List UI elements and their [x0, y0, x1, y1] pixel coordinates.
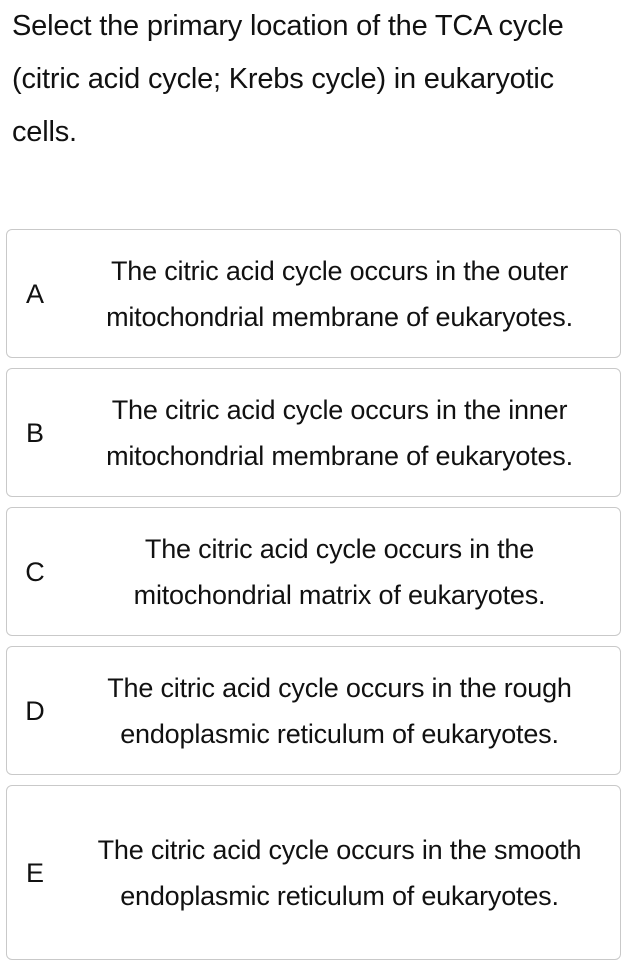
option-text: The citric acid cycle occurs in the mitochondrial matrix of eukaryotes. — [133, 533, 546, 610]
option-letter: D — [25, 695, 45, 726]
option-b[interactable] — [6, 368, 621, 497]
option-text: The citric acid cycle occurs in the rough endoplasmic reticulum of eukaryotes. — [107, 672, 572, 749]
option-letter: A — [25, 278, 44, 309]
answer-options — [6, 229, 621, 970]
option-text: The citric acid cycle occurs in the outer mitochondrial membrane of eukaryotes. — [106, 255, 573, 332]
option-c[interactable] — [6, 507, 621, 636]
option-letter: B — [25, 417, 44, 448]
option-d[interactable] — [6, 646, 621, 775]
option-letter: C — [25, 556, 45, 587]
option-e[interactable] — [6, 785, 621, 960]
option-a[interactable] — [6, 229, 621, 358]
option-letter: E — [25, 857, 44, 888]
option-text: The citric acid cycle occurs in the smooth endoplasmic reticulum of eukaryotes. — [97, 834, 582, 911]
question-text: Select the primary location of the TCA cycle (citric acid cycle; Krebs cycle) in eukaryotic cells. — [12, 10, 564, 148]
option-text: The citric acid cycle occurs in the inner mitochondrial membrane of eukaryotes. — [106, 394, 573, 471]
